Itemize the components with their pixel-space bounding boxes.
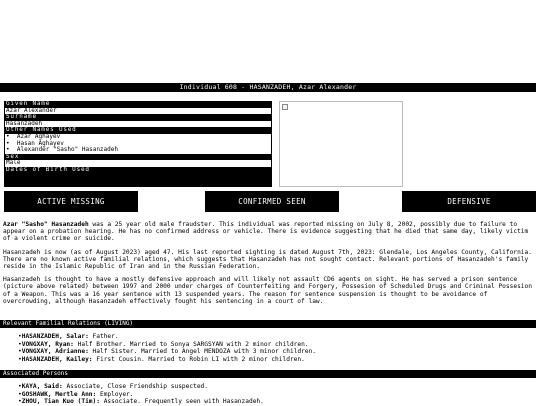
associates-list: [18, 383, 528, 406]
narrative: [3, 221, 535, 311]
list-item: • GOSHAWK, Mertle Ann: Employer.: [18, 391, 528, 399]
narrative-paragraph: Hasanzadeh is thought to have a mostly defensive approach and will likely not assault CD6 agents on sight. He has served a prison sentence (picture above related) between 1997 and 2000 under charges of Counterfeiting and Forgery, Possesion of Scheduled Drugs and Criminal Possesion of a Weapon. This was a 16 year sentence with 13 suspended years. The reason for sentence suspension is thought to be avoidance of overcrowding, although Hasanzadeh effectively fought his sentencing in a court of law.: [3, 276, 532, 305]
other-names-list: [5, 134, 271, 154]
family-section-header: Relevant Familial Relations (LIVING): [0, 320, 536, 328]
other-names-label: Other Names Used: [6, 126, 77, 134]
subject-name: Azar "Sasho" Hasanzadeh: [3, 221, 89, 228]
list-item: • VONGXAY, Ryan: Half Brother. Married to Sonya SARGSYAN with 2 minor children.: [18, 341, 528, 349]
other-name-item: • Hasan Aghayev: [6, 139, 64, 147]
status-confirmed-seen: CONFIRMED SEEN: [205, 191, 339, 212]
given-name-value: Azar Alexander: [5, 108, 271, 115]
narrative-paragraph: Azar "Sasho" Hasanzadeh was a 25 year old male fraudster. This individual was reported missing on July 8, 2002, possibly due to failure to appear on a probation hearing. He has no confirmed address or vehicle. There is evidence suggesting that he died that same day, likely victim of a violent crime or suicide.: [3, 221, 529, 243]
other-name-item: • Alexander "Sasho" Hasanzadeh: [6, 146, 118, 154]
list-item: • VONGXAY, Adrianne: Half Sister. Married to Angel MENDOZA with 3 minor children.: [18, 348, 528, 356]
surname-label: Surname: [6, 113, 37, 121]
dob-label: Dates of Birth Used: [6, 165, 90, 173]
sex-value: Male: [5, 160, 271, 167]
list-item: • HASANZADEH, Salar: Father.: [18, 333, 528, 341]
list-item: • KAYA, Said: Associate, Close Friendship suspected.: [18, 383, 528, 391]
list-item: • ZHOU, Tian Kuo (Tim): Associate. Frequently seen with Hasanzadeh.: [18, 398, 528, 406]
associates-section-header: Associated Persons: [0, 370, 536, 378]
broken-image-icon: [282, 104, 288, 110]
page-title: Individual 608 - HASANZADEH, Azar Alexander: [0, 83, 536, 92]
narrative-paragraph: Hasanzadeh is now (as of August 2023) aged 47. His last reported sighting is dated August 7th, 2023: Glendale, Los Angeles County, California. There are no known active familial relations, which suggests that Hasanzadeh has not sought contact. Relevant portions of Hasanzadeh's family reside in the Islamic Republic of Iran and in the Russian Federation.: [3, 248, 532, 271]
status-bar: [4, 191, 536, 212]
other-name-item: • Azar Aghayev: [6, 132, 61, 140]
surname-value: Hasanzadeh: [5, 121, 271, 128]
given-name-label: Given Name: [6, 100, 51, 107]
info-panel: [4, 101, 272, 187]
status-active-missing: ACTIVE MISSING: [4, 191, 138, 212]
mugshot-photo: [279, 101, 403, 187]
family-list: [18, 333, 528, 363]
sex-label: Sex: [6, 152, 20, 160]
list-item: • HASANZADEH, Kailey: First Cousin. Married to Robin LI with 2 minor children.: [18, 356, 528, 364]
status-defensive: DEFENSIVE: [402, 191, 536, 212]
